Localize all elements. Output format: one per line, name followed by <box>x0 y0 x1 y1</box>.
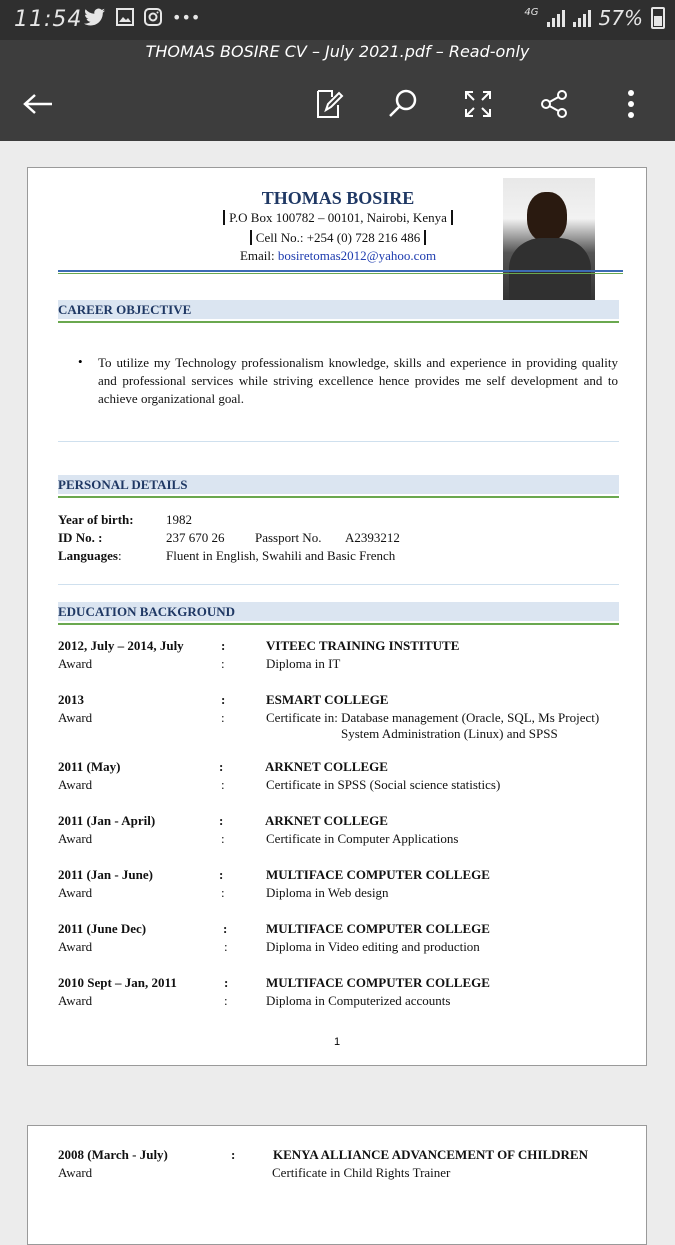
search-button[interactable] <box>385 86 421 122</box>
colon: : <box>221 692 226 707</box>
edu-award: Diploma in Web design <box>266 885 389 900</box>
edu-institution: MULTIFACE COMPUTER COLLEGE <box>266 975 490 990</box>
edu-award: Diploma in Computerized accounts <box>266 993 451 1008</box>
more-vertical-icon <box>627 89 635 119</box>
bullet: • <box>78 354 83 369</box>
passport-value: A2393212 <box>345 530 400 545</box>
section-rule <box>58 321 619 323</box>
back-arrow-icon <box>22 92 54 116</box>
edu-award: Certificate in Computer Applications <box>266 831 459 846</box>
edu-institution: ARKNET COLLEGE <box>265 813 388 828</box>
colon: : <box>219 759 224 774</box>
battery-icon <box>651 7 665 29</box>
pdf-page-2[interactable] <box>27 1125 647 1245</box>
edu-period: 2012, July – 2014, July <box>58 638 184 653</box>
edu-institution: ARKNET COLLEGE <box>265 759 388 774</box>
colon: : <box>221 831 225 846</box>
status-time: 11:54 <box>14 7 83 32</box>
edu-award: Certificate in Child Rights Trainer <box>272 1165 451 1180</box>
search-icon <box>387 88 419 120</box>
edit-document-icon <box>312 88 344 120</box>
instagram-icon <box>144 8 162 31</box>
languages-value: Fluent in English, Swahili and Basic French <box>166 548 396 563</box>
award-label: Award <box>58 777 93 792</box>
edu-period: 2011 (Jan - April) <box>58 813 156 828</box>
edu-award: Diploma in Video editing and production <box>266 939 480 954</box>
notification-icons <box>84 8 200 31</box>
colon: : <box>221 656 225 671</box>
colon: : <box>224 975 229 990</box>
section-rule <box>58 496 619 498</box>
award-label: Award <box>58 831 93 846</box>
gallery-icon <box>116 8 134 31</box>
network-type: 4G <box>524 6 539 18</box>
header-rule <box>58 270 623 272</box>
edu-period: 2013 <box>58 692 84 707</box>
edu-award: Certificate in: Database management (Oracle, SQL, Ms Project) <box>266 710 600 725</box>
fullscreen-button[interactable] <box>460 86 496 122</box>
passport-label: Passport No. <box>255 530 322 545</box>
yob-value: 1982 <box>166 512 192 527</box>
expand-icon <box>463 89 493 119</box>
colon: : <box>219 813 224 828</box>
edu-award: Certificate in SPSS (Social science statistics) <box>266 777 501 792</box>
edit-button[interactable] <box>310 86 346 122</box>
edu-period: 2010 Sept – Jan, 2011 <box>58 975 177 990</box>
colon: : <box>221 777 225 792</box>
yob-label: Year of birth: <box>58 512 134 527</box>
header-rule-green <box>58 273 623 274</box>
colon: : <box>224 993 228 1008</box>
edu-institution: MULTIFACE COMPUTER COLLEGE <box>266 867 490 882</box>
award-label: Award <box>58 656 93 671</box>
colon: : <box>219 867 224 882</box>
edu-period: 2011 (May) <box>58 759 121 774</box>
edu-institution: VITEEC TRAINING INSTITUTE <box>266 638 460 653</box>
cell-number: Cell No.: +254 (0) 728 216 486 <box>255 230 421 245</box>
more-options-button[interactable] <box>613 86 649 122</box>
edu-period: 2008 (March - July) <box>58 1147 168 1162</box>
twitter-icon <box>84 8 106 31</box>
section-heading-personal: PERSONAL DETAILS <box>58 475 619 494</box>
signal-icon <box>573 9 591 27</box>
colon: : <box>221 885 225 900</box>
award-label: Award <box>58 710 93 725</box>
share-icon <box>539 89 569 119</box>
edu-institution: MULTIFACE COMPUTER COLLEGE <box>266 921 490 936</box>
award-label: Award <box>58 885 93 900</box>
colon: : <box>224 939 228 954</box>
edu-institution: KENYA ALLIANCE ADVANCEMENT OF CHILDREN <box>273 1147 588 1162</box>
languages-label: Languages: <box>58 548 122 563</box>
back-button[interactable] <box>20 86 56 122</box>
page-number: 1 <box>334 1036 341 1048</box>
edu-period: 2011 (Jan - June) <box>58 867 153 882</box>
colon: : <box>223 921 228 936</box>
colon: : <box>221 710 225 725</box>
status-bar <box>0 0 675 40</box>
edu-period: 2011 (June Dec) <box>58 921 147 936</box>
colon: : <box>221 638 226 653</box>
email-label: Email: <box>239 248 278 263</box>
edu-award-line2: System Administration (Linux) and SPSS <box>341 726 558 741</box>
section-heading-education: EDUCATION BACKGROUND <box>58 602 619 621</box>
career-objective-text: To utilize my Technology professionalism knowledge, skills and experience in providing quality and professional services while striving excellence hence provides me self development and to achieve organizational goal. <box>98 355 618 406</box>
award-label: Award <box>58 939 93 954</box>
edu-institution: ESMART COLLEGE <box>266 692 389 707</box>
battery-level: 57% <box>598 6 643 30</box>
edu-award: Diploma in IT <box>266 656 341 671</box>
section-rule <box>58 623 619 625</box>
app-toolbar <box>0 40 675 141</box>
document-title: THOMAS BOSIRE CV – July 2021.pdf – Read-only <box>145 42 530 61</box>
award-label: Award <box>58 1165 93 1180</box>
award-label: Award <box>58 993 93 1008</box>
id-label: ID No. : <box>58 530 103 545</box>
id-value: 237 670 26 <box>166 530 225 545</box>
more-notifications-icon: ••• <box>172 8 201 27</box>
status-right <box>524 6 665 30</box>
profile-photo <box>503 178 595 314</box>
divider <box>58 441 619 442</box>
colon: : <box>231 1147 236 1162</box>
divider <box>58 584 619 585</box>
email-link[interactable]: bosiretomas2012@yahoo.com <box>277 248 437 263</box>
cv-name: THOMAS BOSIRE <box>261 188 415 208</box>
share-button[interactable] <box>536 86 572 122</box>
address: P.O Box 100782 – 00101, Nairobi, Kenya <box>229 210 447 225</box>
section-heading-career: CAREER OBJECTIVE <box>58 300 619 319</box>
signal-icon <box>547 9 565 27</box>
pdf-page-1[interactable] <box>27 167 647 1066</box>
